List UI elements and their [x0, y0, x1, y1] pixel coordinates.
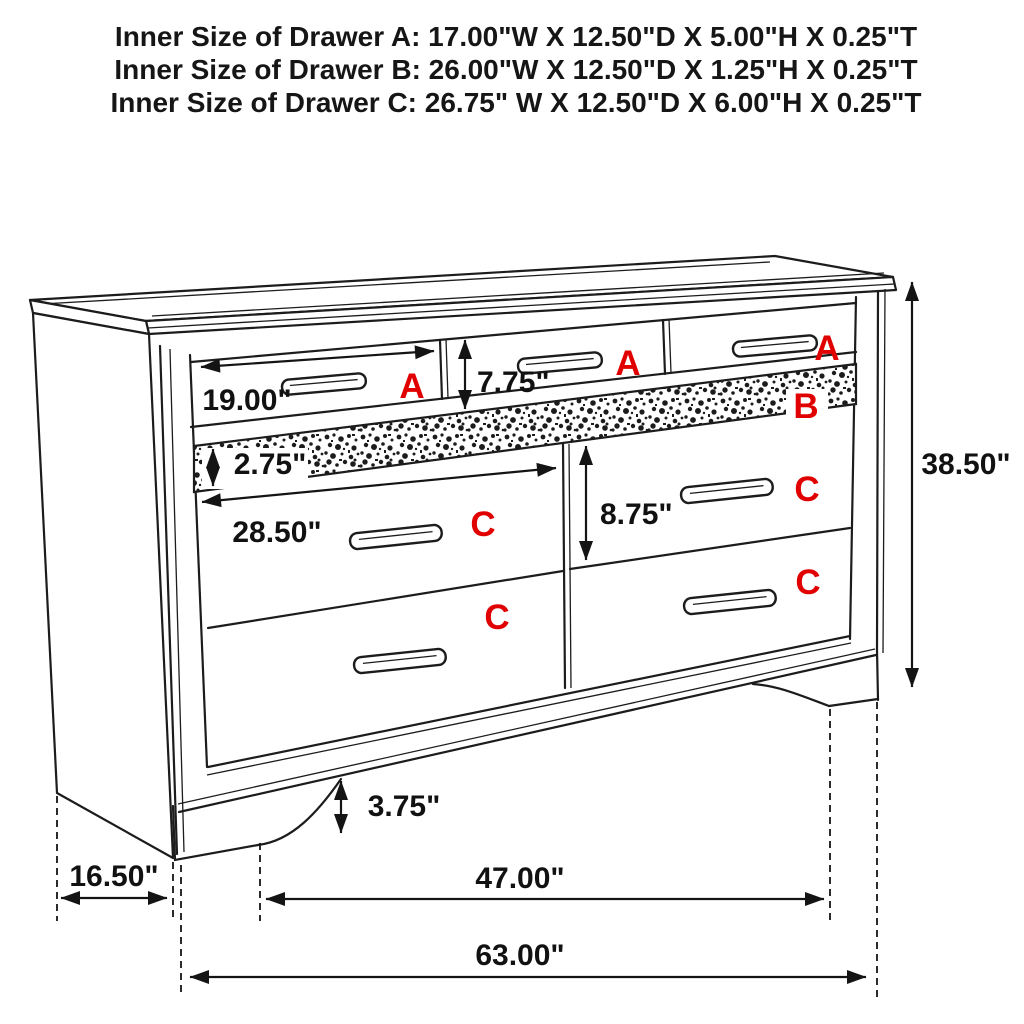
center-divider: [563, 444, 565, 688]
drawer-a2-label: A: [615, 344, 641, 383]
dim-drawer-a-height-label: 7.75": [477, 366, 550, 399]
drawer-c-lower-left-label: C: [484, 598, 510, 637]
title-line-1: Inner Size of Drawer A: 17.00"W X 12.50"D X 5.00"H X 0.25"T: [114, 21, 918, 52]
base-rail-second-line: [207, 643, 851, 775]
drawer-a1-label: A: [399, 367, 425, 406]
dresser-drawing: [30, 256, 896, 860]
dim-base-height-label: 3.75": [367, 790, 441, 823]
left-c-row-division: [208, 571, 563, 628]
drawer-c-upper-left-handle: [349, 524, 442, 550]
dim-overall-width-label: 63.00": [475, 939, 565, 972]
dim-leg-span-label: 47.00": [475, 862, 565, 895]
dim-overall-height-label: 38.50": [921, 448, 1011, 481]
right-foot-bottom: [829, 699, 878, 706]
drawer-c-lower-left-handle: [353, 648, 446, 674]
case-bottom-line-lower: [179, 655, 876, 812]
case-bottom-line-upper: [178, 649, 875, 804]
drawer-c-upper-left-label: C: [470, 505, 496, 544]
divider-a1-a2: [440, 340, 442, 399]
title-block: [111, 21, 922, 118]
right-corner-outer-edge: [877, 291, 878, 700]
left-side-panel: [33, 313, 173, 858]
title-line-2: Inner Size of Drawer B: 26.00"W X 12.50"D X 1.25"H X 0.25"T: [114, 54, 918, 85]
divider-a1-a2-double: [446, 339, 448, 398]
drawer-c-upper-right-label: C: [794, 470, 820, 509]
drawer-c-lower-right-handle: [683, 589, 776, 615]
front-left-corner-line-inner: [170, 349, 184, 852]
right-foot-scroll-curve: [753, 684, 829, 706]
divider-a2-a3-double: [669, 319, 671, 373]
drawer-a1-handle: [281, 373, 366, 395]
drawer-a3-handle: [732, 335, 817, 357]
dim-drawer-c-width-label: 28.50": [232, 516, 322, 549]
title-line-3: Inner Size of Drawer C: 26.75" W X 12.50"D X 6.00"H X 0.25"T: [110, 87, 922, 118]
dim-drawer-a-width-label: 19.00": [202, 384, 292, 417]
drawer-b-label: B: [793, 387, 819, 426]
divider-a2-a3: [663, 320, 665, 374]
dimension-annotations: [57, 282, 1011, 999]
drawer-a3-label: A: [814, 329, 840, 368]
dim-drawer-c-height-label: 8.75": [600, 498, 673, 531]
dim-strip-height-label: 2.75": [233, 448, 307, 481]
right-stile-inner-edge: [850, 297, 856, 639]
center-divider-double: [569, 444, 571, 688]
dim-side-depth-label: 16.50": [69, 860, 159, 893]
base-rail-top-line: [208, 636, 850, 767]
drawer-c-lower-right-label: C: [795, 563, 821, 602]
right-corner-second-line: [883, 289, 885, 653]
left-foot-scroll-curve: [258, 779, 341, 845]
drawer-c-upper-right-handle: [680, 478, 773, 504]
left-foot-outline: [173, 806, 258, 860]
